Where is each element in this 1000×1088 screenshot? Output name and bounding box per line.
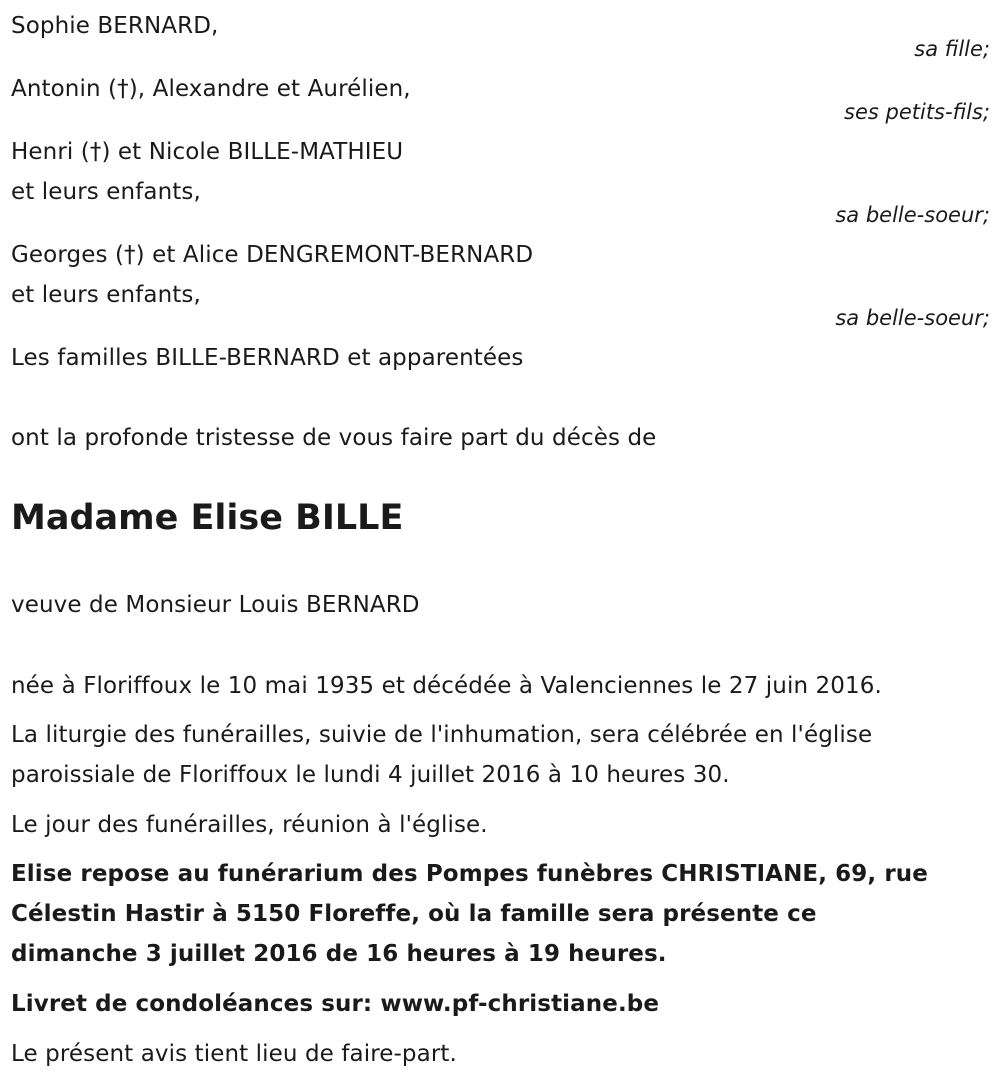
- repose-line-1: Elise repose au funérarium des Pompes funèbres CHRISTIANE, 69, rue: [11, 861, 928, 887]
- family-line-georges-children: et leurs enfants,: [11, 282, 201, 308]
- condolences-line: Livret de condoléances sur: www.pf-christiane.be: [11, 991, 660, 1017]
- relation-sister-in-law-1: sa belle-soeur;: [835, 203, 990, 227]
- family-line-henri-nicole: Henri (†) et Nicole BILLE-MATHIEU: [11, 139, 404, 165]
- liturgy-line-2: paroissiale de Floriffoux le lundi 4 juillet 2016 à 10 heures 30.: [11, 762, 730, 788]
- relation-sister-in-law-2: sa belle-soeur;: [835, 306, 990, 330]
- relation-daughter: sa fille;: [914, 37, 990, 61]
- relation-grandsons: ses petits-fils;: [844, 100, 990, 124]
- widow-of-text: veuve de Monsieur Louis BERNARD: [11, 592, 420, 618]
- birth-death-line: née à Floriffoux le 10 mai 1935 et décédée à Valenciennes le 27 juin 2016.: [11, 673, 882, 699]
- announcement-text: ont la profonde tristesse de vous faire part du décès de: [11, 425, 657, 451]
- notice-line: Le présent avis tient lieu de faire-part.: [11, 1041, 457, 1067]
- family-line-henri-children: et leurs enfants,: [11, 179, 201, 205]
- family-line-grandsons: Antonin (†), Alexandre et Aurélien,: [11, 76, 411, 102]
- deceased-name: Madame Elise BILLE: [11, 498, 404, 538]
- repose-line-2: Célestin Hastir à 5150 Floreffe, où la famille sera présente ce: [11, 901, 817, 927]
- family-line-georges-alice: Georges (†) et Alice DENGREMONT-BERNARD: [11, 242, 534, 268]
- family-line-sophie: Sophie BERNARD,: [11, 13, 219, 39]
- family-line-families: Les familles BILLE-BERNARD et apparentées: [11, 345, 524, 371]
- meeting-line: Le jour des funérailles, réunion à l'église.: [11, 812, 488, 838]
- liturgy-line-1: La liturgie des funérailles, suivie de l'inhumation, sera célébrée en l'église: [11, 722, 873, 748]
- repose-line-3: dimanche 3 juillet 2016 de 16 heures à 19 heures.: [11, 941, 667, 967]
